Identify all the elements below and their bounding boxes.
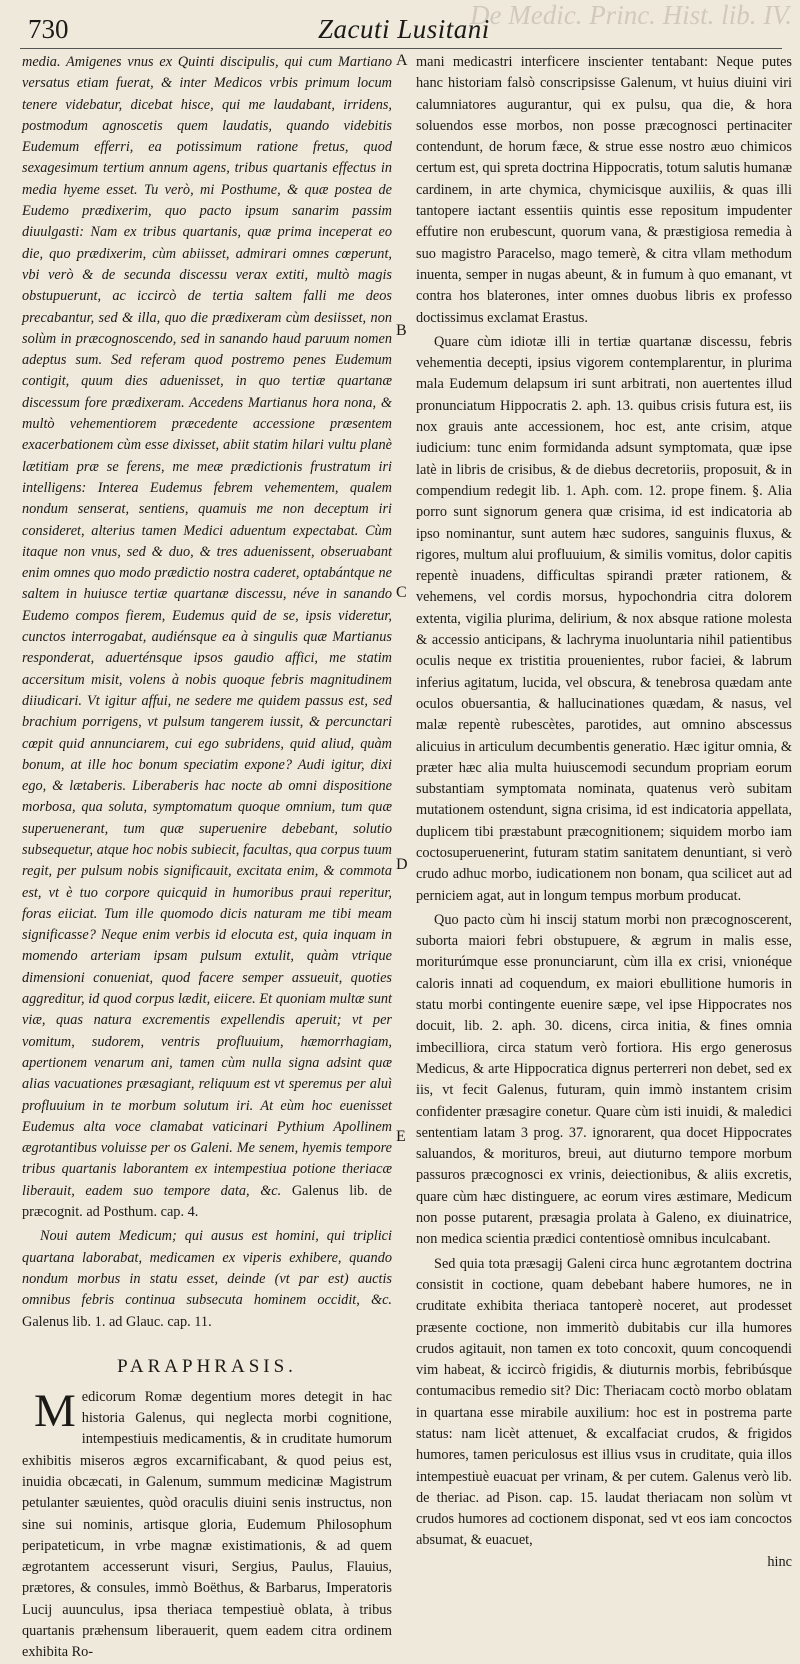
right-column: [416, 52, 792, 1570]
section-heading: PARAPHRASIS.: [117, 1355, 297, 1377]
quote-paragraph: [22, 52, 392, 1223]
catchword: hinc: [767, 1553, 792, 1570]
body-paragraph-4: Sed quia tota præsagij Galeni circa hunc ægrotantem doctrina consistit in coctione, quam debebant habere humores, ne in cruditate exhibita theriaca tantoperè noceret, aut prodesset præsente coctione, non immeritò dubitabis cur illa humores crudos agitauit, non tamen ex toto concoxit, quum concoquendi vim habeat, & iccircò frigidis, & diuturnis morbis, febribúsque contumacibus remedio sit? Dic: Theriacam coctò morbo oblatam in quartana esse mirabile auxilium: hoc est in postrema parte status: nam licèt attenuet, & excalfaciat crudos, & frigidos humores, tamen periculosus est illius vsus in cruditate, quia illos intempestiuè euacuat per vrinam, & per cutem. Galenus verò lib. de theriac. ad Pison. cap. 15. laudat theriacam non solùm vt crudos humores ad coctionem disponat, sed vt eos iam concoctos absumat, & euacuet,: [416, 1255, 792, 1549]
paraphrasis-paragraph: [22, 1384, 392, 1664]
page-number: 730: [28, 14, 69, 44]
margin-letter-c: C: [396, 584, 407, 601]
bleed-through-text: De Medic. Princ. Hist. lib. IV.: [470, 0, 792, 30]
quote-reference-2: Galenus lib. 1. ad Glauc. cap. 11.: [22, 1313, 212, 1330]
body-paragraph-1: mani medicastri interficere inscienter tentabant: Neque putes hanc historiam falsò conscripsisse Galenum, vt huius diuini viri calumniatores augurantur, qui ex pulsu, qua die, & hora soluendos esse morbos, non posse præcognosci pertinaciter contendunt, de horum fæce, & strue esse nostro æuo chimicos certum est, qui spreta doctrina Hippocratis, totum salutis humanæ cardinem, in arte chymica, chymicisque auxiliis, & quas illi tantopere iactant essentiis quintis esse repositum impudenter effutire non erubescunt, quorum vana, & præstigiosa remedia à suo magistro Paracelso, mago temerè, & citra vllam methodum inuenta, semper in nugas abeunt, & in fumum à quo emanant, vt contra hos blaterones, inter omnes duobus libris ex professo doctissimus exclamat Erastus.: [416, 54, 792, 326]
margin-letter-e: E: [396, 1128, 406, 1145]
page-header: [8, 6, 792, 46]
quote-text-2: Noui autem Medicum; qui ausus est homini, qui triplici quartana laborabat, medicamen ex viperis exhibere, quando nondum morbus in statu esset, deinde (vt par est) auctis omnibus febris continua subsecuta hominem occidit, &c.: [22, 1228, 392, 1309]
quote-text: media. Amigenes vnus ex Quinti discipulis, qui cum Martiano versatus etiam fuerat, & inter Medicos vrbis primum locum tenere videbatur, dicebat hisce, qui me laudabant, irridens, postmodum agnoscetis quem laudatis, quando videbitis Eudemum efferri, ea potissimum ratione fretus, quod sexagesimum tertium annum agens, tribus quartanis effectus in media hyeme esset. Tu verò, mi Posthume, & quæ postea de Eudemo prædixerim, quo pacto ipsum sanarim passim diuulgasti: Nam ex tribus quartanis, quæ prima inceperat eo die, quo prædixerim, cùm abiisset, admirari omnes cœperunt, vbi verò & de secunda discessu verax extiti, multò magis obstupuerunt, ac iccircò de tertia saltem falli me deos precabantur, sed & illa, quo die prædixeram cùm desiisset, non solùm in præcognoscendo, sed in sanando haud paruum nomen adeptus sum. Sed referam quod postremo penes Eudemum contigit, quum dies aduenisset, in quo tertiæ quartanæ discessum fore prædixeram. Accedens Martianus hora nona, & multò vehementiorem præcedente accessione præsentem exacerbationem cùm esse dixisset, abiit statim hilari vultu planè lætitiam præ se ferens, me meæ prædictionis frustratum iri intelligens: Interea Eudemus febrem vehementem, qualem nondum senserat, sentiens, quamuis me non deceptum iri consideret, alterius tamen Medici aduentum expectabat. Cùm itaque non vnus, sed & duo, & tres aduenissent, obseruabant enim omnes quo modo prædictio nostra caderet, optabántque ne saltem in huiusce tertiæ quartanæ discessu, néve in sanando Eudemo compos fierem, Eudemus quid de se, ipsis videretur, cunctos interrogabat, audiénsque ea à singulis quæ Martianus responderat, aduerténsque ipsos gaudio affici, me statim accersitum misit, volens à nobis quoque febris magnitudinem diiudicari. Vt igitur affui, ne sedere me quidem passus est, sed brachium porrigens, vt pulsum tangerem iussit, & percunctari cœpit quid annunciarem, cui ego subridens, quid aliud, quàm bonum, at ille hoc bonum speciatim expone? Audi igitur, dixi ego, & lætaberis. Liberaberis hac nocte ab omni dispositione morbosa, qua soluta, symptomatum quoque omnium, tum quæ superuenerant, tum quæ superuenire debebant, solutio subsequetur, atque hoc nobis subiecit, facultas, qua corpus tuum regit, per pulsum nobis significauit, excitata enim, & commota est, vt è tuo corpore quicquid in humoribus praui reperitur, foras eiiciat. Tum ille quomodo dicis naturam me tibi meam significasse? Neque enim verbis id elocuta est, quia inquam in momendo arteriam ipsam pulsum extulit, quàm vtrique dimensioni conueniat, quod facere semper assueuit, quoties aggreditur, id quod corpus lædit, eiicere. Et quoniam multæ sunt viæ, quas natura excrementis expellendis aperuit; vt per vomitum, sudorem, ventris profluuium, hæmorrhagiam, apertionem venarum ani, tamen cùm nulla signa adsint quæ alias vacuationes præsagiant, reliquum est vt speremus per aluì profluuium in te morbum solutum iri. At eùm hoc euenisset Eudemus alta voce clamabat vaticinari Pythium Apollinem ægrotantibus voluisse per os Galeni. Me senem, hyemis tempore tribus quartanis laborantem ex intempestiua potione theriacæ liberauit, eadem suo tempore data, &c.: [22, 54, 392, 1199]
margin-letter-d: D: [396, 856, 408, 873]
body-paragraph-3: Quo pacto cùm hi inscij statum morbi non præcognoscerent, suborta maiori febri obstupuere, & ægrum in malis esse, moriturúmque esse pronunciarunt, cùm illa ex crisi, vnionéque caloris innati ad coquendum, ex maiori ebullitione humoris in statu morbi contingente euenire sæpe, vel ipse Hippocrates nos docuit, lib. 2. aph. 30. dicens, circa initia, & fines omnia imbecilliora, circa statum verò fortiora. His ergo generosus Medicus, & arte Hippocratica dignus perterreri non debet, sed ex iis, vt fecit Galenus, futuram, quin immò instantem crisim confidenter præsagire conetur. Quare cùm isti inuidi, & maledici sententiam latam 3 prog. 37. ignorarent, qua docet Hippocrates saluandos, & morituros, breui, aut diuturno tempore morbum passuros præcognosci ex vrinis, deiectionibus, & aliis excretis, quare cùm hæc distinguere, ac eorum vires æstimare, Medicum non posse putarent, præsagia prolata à Galeno, ex diuinatrice, non medica scientia prædici contentiosè omnibus inculcabant.: [416, 911, 792, 1248]
drop-cap: M: [34, 1384, 76, 1437]
body-paragraph-2: Quare cùm idiotæ illi in tertiæ quartanæ discessu, febris vehementia decepti, ipsius vigorem contemplarentur, in plurima mala Eudemum delapsum iri sunt arbitrati, non auertentes illud pronunciatum Hippocratis 2. aph. 13. quibus crisis futura est, iis nox grauis ante accessionem, hoc est, ante crisim, atque iudicium: tunc enim formidanda adsunt symptomata, quæ ipse latè in libris de crisibus, & de diebus decretoriis, proposuit, & in compendium redegit lib. 1. Aph. com. 12. prope finem. §. Alia porro sunt signorum genera quæ crisima, id est indicatoria ab ipso nominantur, sunt autem hæc sudores, sanguinis fluxus, & rigores, multum alui profluuium, & similis vomitus, dolor capitis repentè inuadens, difficultas spirandi præter rationem, & vehemens, vel cordis morsus, hypochondria citra dolorem extenta, vigilia plurima, delirium, & nox absque ratione molesta & accessio anticipans, & lachryma inuoluntaria nihil patientibus oculis neque ex tristitia prouenientes, rubor faciei, & labrum inferius agitatum, lucida, vel obscura, & tenebrosa quædam ante oculos obuersantia, & hallucinationes quædam, & nasus, vel malæ repentè rubescètes, parotides, aut omnino abscessus alicuius in articulum decumbentis generatio. Hæc igitur omnia, & præter hæc alia multa huiuscemodi secundum propriam eorum substantiam symptomata nominata, quatenus verò subitam mutationem ostendunt, signa crisima, id est indicatoria appellata, duplicem tibi præstabunt præcognitionem; siquidem morbo iam coctosuperuenerint, futuram statim sanitatem denuntiant, si verò crudo adhuc morbo, iudicationem non bonam, qua scilicet aut ad perniciem agat, aut in longum tempus morbum producat.: [416, 333, 792, 904]
paraphrasis-text: edicorum Romæ degentium mores detegit in hac historia Galenus, qui neglecta morbi cognitione, intempestiuis medicamentis, & in cruditate humorum exhibitis miseros ægros excarnificabant, & quod peius est, inuidia obcæcati, in Galenum, summum medicinæ Magistrum petulanter sæuientes, quòd oraculis diuini senis instructus, non sine sui nominis, artisque gloria, Eudemum Philosophum peripateticum, in vrbe magnæ existimationis, & ad quem ægrotantem accesserunt visuri, Sergius, Paulus, Flauius, prætores, & consules, immò Boëthus, & Barbarus, Imperatoris Lucij auunculus, ipsa theriaca tempestiuè oblata, à tribus quartanis præhensum liberauerit, quem eadem citra ordinem exhibita Ro-: [22, 1388, 392, 1661]
quote-reference: Galenus lib. de præcognit. ad Posthum. cap. 4.: [22, 1182, 392, 1221]
margin-letter-a: A: [396, 52, 408, 69]
margin-letter-b: B: [396, 322, 407, 339]
running-title: Zacuti Lusitani: [318, 14, 490, 44]
quote-paragraph-2: [22, 1226, 392, 1332]
left-column: [22, 52, 392, 1661]
header-rule: [20, 48, 782, 49]
